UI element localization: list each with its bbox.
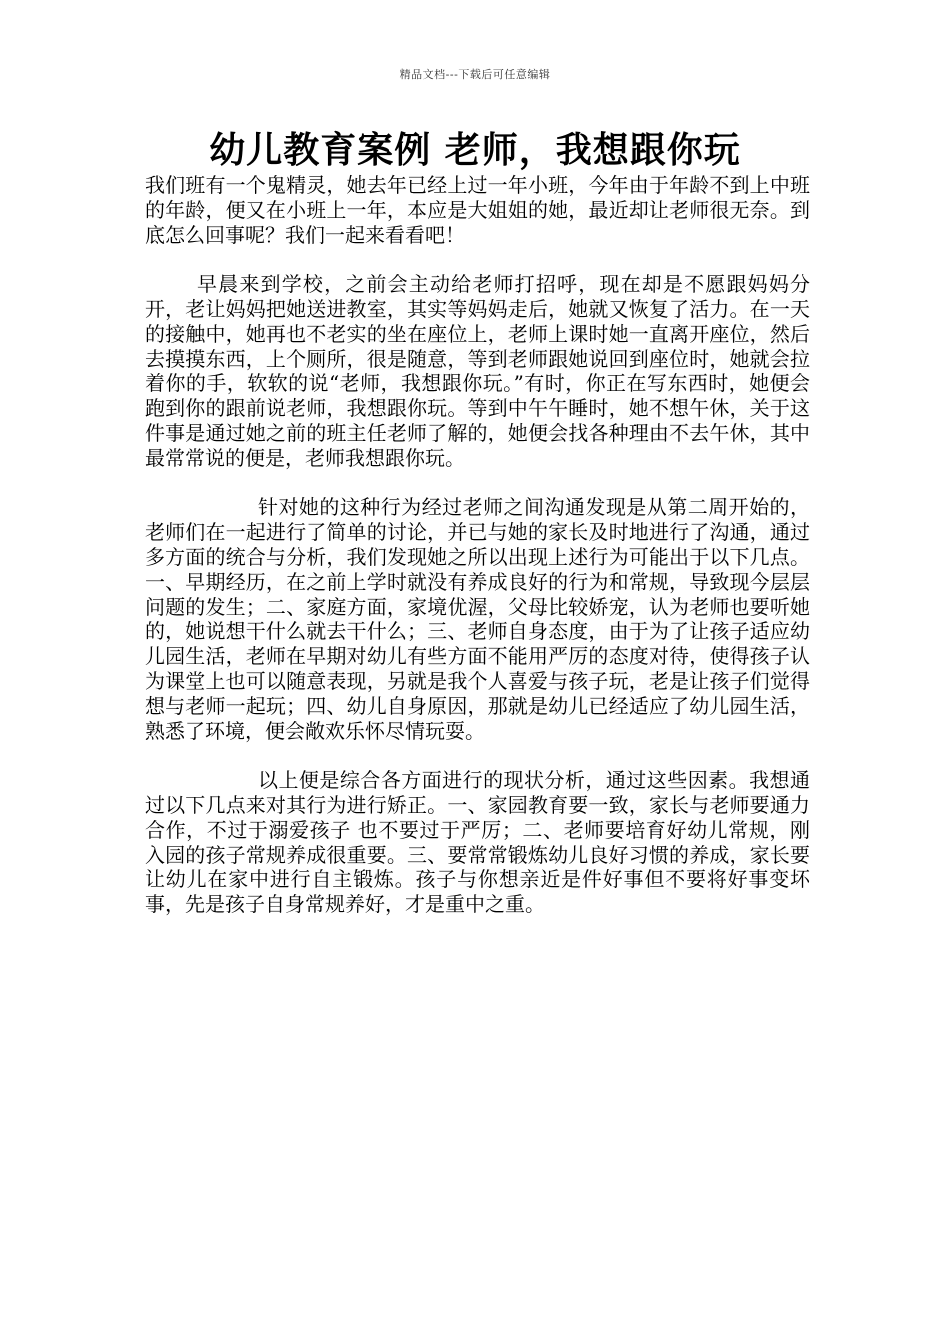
paragraph-morning: 早晨来到学校，之前会主动给老师打招呼，现在却是不愿跟妈妈分开，老让妈妈把她送进教室，其实等妈妈走后，她就又恢复了活力。在一天的接触中，她再也不老实的坐在座位上，老师上课时她一直离开座位，然后去摸摸东西，上个厕所，很是随意，等到老师跟她说回到座位时，她就会拉着你的手，软软的说“老师，我想跟你玩。”有时，你正在写东西时，她便会跑到你的跟前说老师，我想跟你玩。等到中午午睡时，她不想午休，关于这件事是通过她之前的班主任老师了解的，她便会找各种理由不去午休，其中最常常说的便是，老师我想跟你玩。 <box>145 272 810 470</box>
paragraph-spacer <box>145 743 810 768</box>
paragraph-correction: 以上便是综合各方面进行的现状分析，通过这些因素。我想通过以下几点来对其行为进行矫正。一、家园教育要一致，家长与老师要通力合作，不过于溺爱孩子 也不要过于严厉；二、老师要培育好幼儿常规，刚入园的孩子常规养成很重要。三、要常常锻炼幼儿良好习惯的养成，家长要让幼儿在家中进行自主锻炼。孩子与你想亲近是件好事但不要将好事变坏事，先是孩子自身常规养好，才是重中之重。 <box>145 768 810 917</box>
paragraph-spacer <box>145 471 810 496</box>
paragraph-analysis: 针对她的这种行为经过老师之间沟通发现是从第二周开始的，老师们在一起进行了简单的讨论，并已与她的家长及时地进行了沟通，通过多方面的统合与分析，我们发现她之所以出现上述行为可能出于以下几点。一、早期经历，在之前上学时就没有养成良好的行为和常规，导致现今层层问题的发生；二、家庭方面，家境优渥，父母比较娇宠，认为老师也要听她的，她说想干什么就去干什么；三、老师自身态度，由于为了让孩子适应幼儿园生活，老师在早期对幼儿有些方面不能用严厉的态度对待，使得孩子认为课堂上也可以随意表现，另就是我个人喜爱与孩子玩，老是让孩子们觉得想与老师一起玩；四、幼儿自身原因，那就是幼儿已经适应了幼儿园生活，熟悉了环境，便会敞欢乐怀尽情玩耍。 <box>145 495 810 743</box>
paragraph-intro: 我们班有一个鬼精灵，她去年已经上过一年小班，今年由于年龄不到上中班的年龄，便又在小班上一年，本应是大姐姐的她，最近却让老师很无奈。到底怎么回事呢？我们一起来看看吧！ <box>145 173 810 247</box>
document-body <box>145 173 810 917</box>
header-note: 精品文档---下载后可任意编辑 <box>399 68 551 81</box>
document-title: 幼儿教育案例 老师，我想跟你玩 <box>209 129 741 171</box>
paragraph-spacer <box>145 247 810 272</box>
